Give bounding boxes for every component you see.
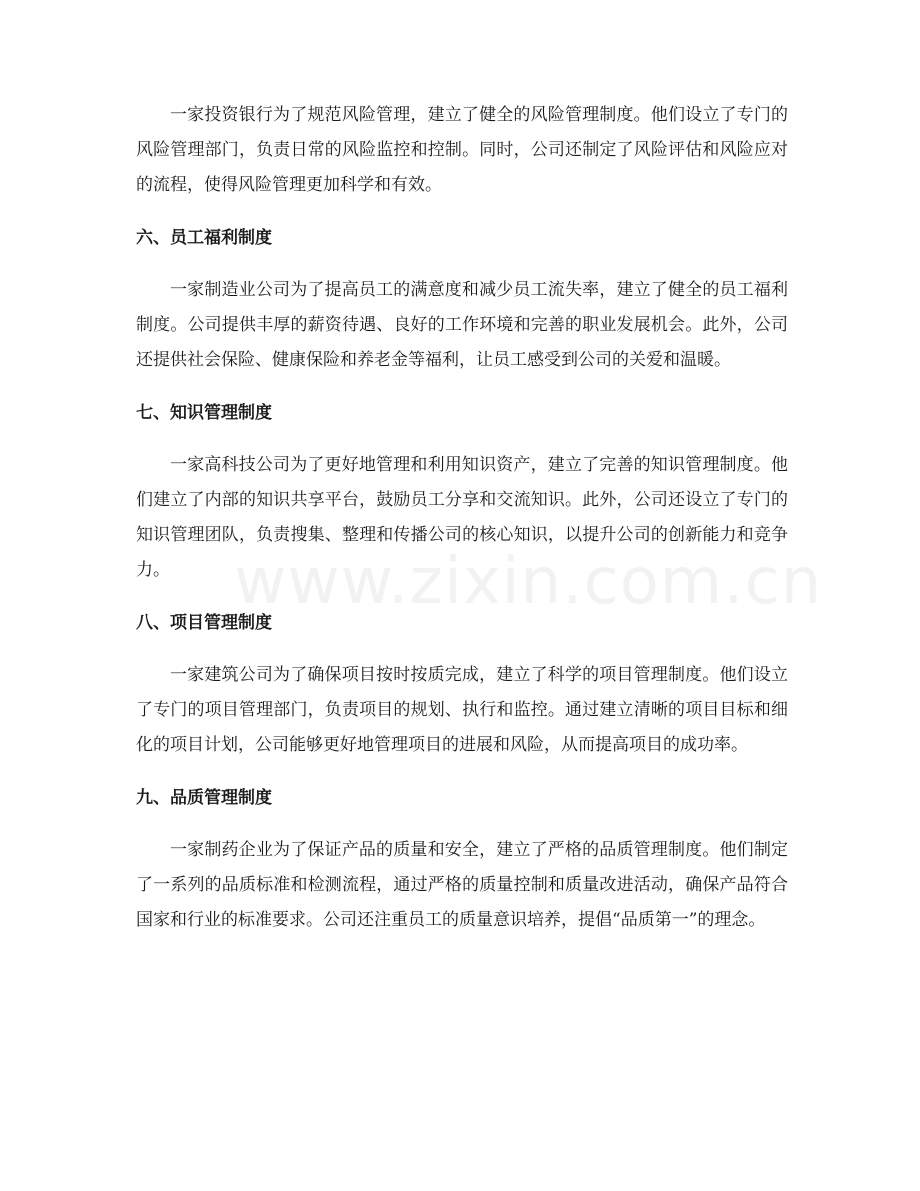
paragraph-knowledge-management: 一家高科技公司为了更好地管理和利用知识资产，建立了完善的知识管理制度。他们建立了内部的知识共享平台，鼓励员工分享和交流知识。此外，公司还设立了专门的知识管理团队，负责搜集、整理和传播公司的核心知识，以提升公司的创新能力和竞争力。 xyxy=(136,455,788,580)
watermark-text: www.zixin.com.cn xyxy=(234,545,823,619)
paragraph-project-management: 一家建筑公司为了确保项目按时按质完成，建立了科学的项目管理制度。他们设立了专门的项目管理部门，负责项目的规划、执行和监控。通过建立清晰的项目目标和细化的项目计划，公司能够更好地管理项目的进展和风险，从而提高项目的成功率。 xyxy=(136,665,788,755)
heading-project-management: 八、项目管理制度 xyxy=(136,613,272,633)
paragraph-quality-management: 一家制药企业为了保证产品的质量和安全，建立了严格的品质管理制度。他们制定了一系列的品质标准和检测流程，通过严格的质量控制和质量改进活动，确保产品符合国家和行业的标准要求。公司还注重员工的质量意识培养，提倡“品质第一”的理念。 xyxy=(136,840,788,930)
heading-employee-benefits: 六、员工福利制度 xyxy=(136,228,272,248)
paragraph-employee-benefits: 一家制造业公司为了提高员工的满意度和减少员工流失率，建立了健全的员工福利制度。公司提供丰厚的薪资待遇、良好的工作环境和完善的职业发展机会。此外，公司还提供社会保险、健康保险和养老金等福利，让员工感受到公司的关爱和温暖。 xyxy=(136,280,788,370)
document-body xyxy=(136,98,823,938)
heading-quality-management: 九、品质管理制度 xyxy=(136,788,272,808)
paragraph-risk-management: 一家投资银行为了规范风险管理，建立了健全的风险管理制度。他们设立了专门的风险管理部门，负责日常的风险监控和控制。同时，公司还制定了风险评估和风险应对的流程，使得风险管理更加科学和有效。 xyxy=(136,105,788,195)
heading-knowledge-management: 七、知识管理制度 xyxy=(136,403,272,423)
